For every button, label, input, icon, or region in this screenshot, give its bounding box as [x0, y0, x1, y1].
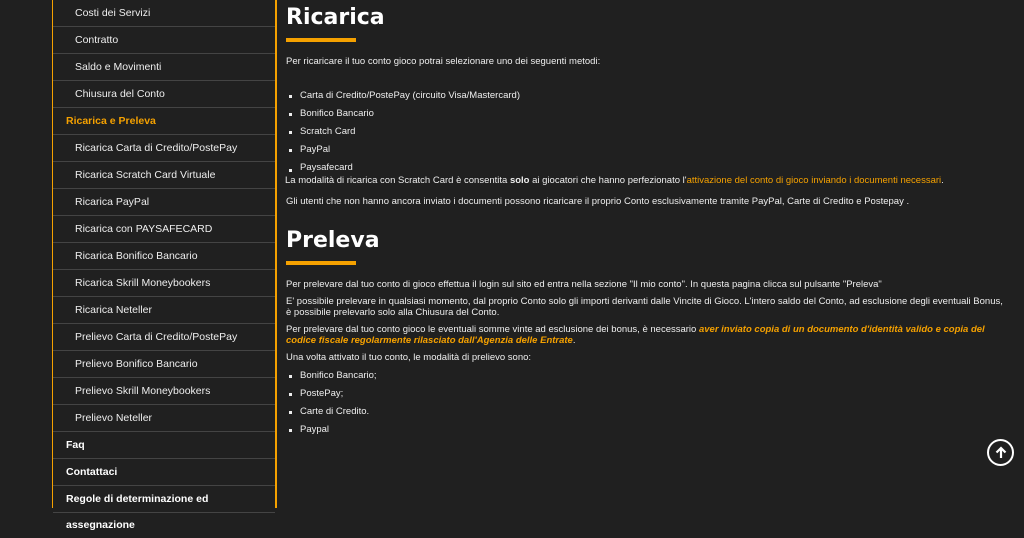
- ricarica-note: La modalità di ricarica con Scratch Card è consentita solo ai giocatori che hanno perfezionato l'attivazione del conto di gioco inviando i documenti necessari.: [285, 175, 944, 186]
- list-item: Carta di Credito/PostePay (circuito Visa/Mastercard): [288, 87, 1006, 105]
- arrow-up-icon: [994, 446, 1008, 460]
- list-item: Bonifico Bancario;: [288, 367, 1006, 385]
- list-item: Bonifico Bancario: [288, 105, 1006, 123]
- sidebar-item-regole[interactable]: Regole di determinazione ed assegnazione: [53, 486, 275, 513]
- main-content: [286, 0, 1006, 439]
- sidebar-item-contattaci[interactable]: Contattaci: [53, 459, 275, 486]
- sidebar-item-active[interactable]: Ricarica e Preleva: [53, 108, 275, 135]
- sidebar-item[interactable]: Ricarica Bonifico Bancario: [53, 243, 275, 270]
- sidebar-item[interactable]: Prelievo Bonifico Bancario: [53, 351, 275, 378]
- sidebar-item[interactable]: Ricarica Skrill Moneybookers: [53, 270, 275, 297]
- preleva-p3: Per prelevare dal tuo conto gioco le eventuali somme vinte ad esclusione dei bonus, è necessario aver inviato copia di un documento d'identità valido e copia del codice fiscale regolarmente rilasciato dall'Agenzia delle Entrate.: [286, 324, 985, 346]
- sidebar-item[interactable]: Costi dei Servizi: [53, 0, 275, 27]
- scroll-to-top-button[interactable]: [987, 439, 1014, 466]
- preleva-p2: E' possibile prelevare in qualsiasi momento, dal proprio Conto solo gli importi derivanti dalle Vincite di Gioco. L'intero saldo del Conto, ad esclusione degli eventuali Bonus, è possibile prelevarlo solo alla Chiusura del Conto.: [286, 296, 1003, 318]
- sidebar: [52, 0, 277, 531]
- attivazione-link[interactable]: attivazione del conto di gioco inviando i documenti necessari: [686, 175, 942, 186]
- list-item: Paysafecard: [288, 161, 1006, 175]
- sidebar-item[interactable]: Ricarica Neteller: [53, 297, 275, 324]
- preleva-p1: Per prelevare dal tuo conto di gioco effettua il login sul sito ed entra nella sezione "Il mio conto". In questa pagina clicca sul pulsante "Preleva": [286, 279, 882, 290]
- list-item: Carte di Credito.: [288, 403, 1006, 421]
- ricarica-intro: Per ricaricare il tuo conto gioco potrai selezionare uno dei seguenti metodi:: [286, 56, 601, 67]
- sidebar-item[interactable]: Ricarica Carta di Credito/PostePay: [53, 135, 275, 162]
- preleva-methods: [288, 367, 1006, 439]
- list-item: PayPal: [288, 141, 1006, 159]
- sidebar-item[interactable]: Prelievo Skrill Moneybookers: [53, 378, 275, 405]
- sidebar-item[interactable]: Ricarica PayPal: [53, 189, 275, 216]
- sidebar-item[interactable]: Ricarica Scratch Card Virtuale: [53, 162, 275, 189]
- title-underline: [286, 38, 356, 42]
- preleva-title: Preleva: [286, 228, 380, 253]
- sidebar-item[interactable]: Ricarica con PAYSAFECARD: [53, 216, 275, 243]
- sidebar-item[interactable]: Saldo e Movimenti: [53, 54, 275, 81]
- title-underline: [286, 261, 356, 265]
- ricarica-title: Ricarica: [286, 5, 385, 30]
- list-item: PostePay;: [288, 385, 1006, 403]
- sidebar-item[interactable]: Prelievo Neteller: [53, 405, 275, 432]
- ricarica-note2: Gli utenti che non hanno ancora inviato i documenti possono ricaricare il proprio Conto esclusivamente tramite PayPal, Carte di Credito e Postepay .: [286, 196, 910, 207]
- sidebar-item[interactable]: Prelievo Carta di Credito/PostePay: [53, 324, 275, 351]
- sidebar-item[interactable]: Chiusura del Conto: [53, 81, 275, 108]
- sidebar-item[interactable]: Contratto: [53, 27, 275, 54]
- preleva-p4: Una volta attivato il tuo conto, le modalità di prelievo sono:: [286, 352, 532, 363]
- list-item: Paypal: [288, 421, 1006, 439]
- sidebar-item-faq[interactable]: Faq: [53, 432, 275, 459]
- ricarica-methods: [288, 87, 1006, 175]
- list-item: Scratch Card: [288, 123, 1006, 141]
